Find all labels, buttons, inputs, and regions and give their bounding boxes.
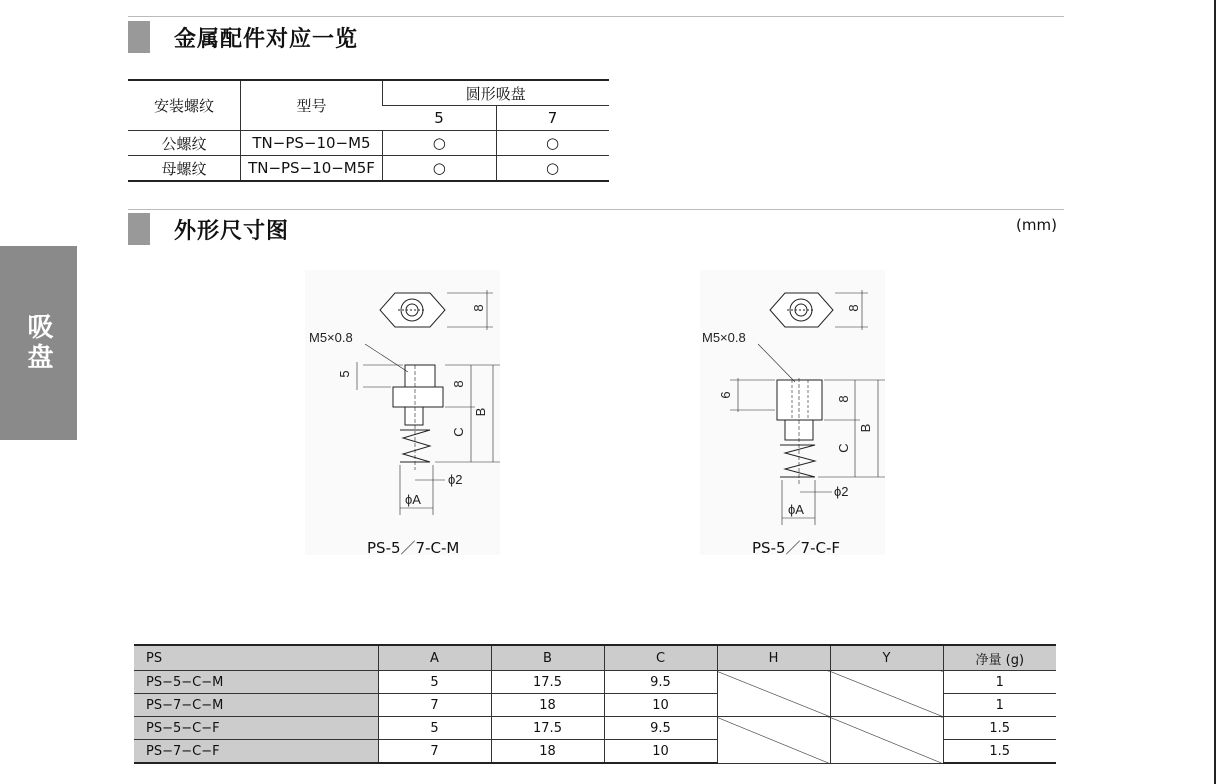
cell-b: 18: [491, 740, 604, 764]
cell-c: 10: [604, 694, 717, 717]
col-header-b: B: [491, 645, 604, 671]
dim-phi2: ϕ2: [448, 472, 463, 487]
cell-c: 9.5: [604, 717, 717, 740]
col-header-c: C: [604, 645, 717, 671]
spec-table: [134, 644, 1056, 764]
cell-h-na: [717, 671, 830, 717]
thread-label: M5×0.8: [309, 330, 353, 345]
cell-thread: 公螺纹: [128, 131, 241, 156]
divider: [128, 209, 1064, 210]
dim-b: B: [473, 407, 488, 417]
section-marker: [128, 213, 150, 245]
cell-model: PS−7−C−M: [134, 694, 378, 717]
cell-weight: 1: [943, 694, 1056, 717]
cell-b: 18: [491, 694, 604, 717]
dim-phiA: ϕA: [788, 502, 804, 517]
page-edge-rule: [1214, 0, 1216, 784]
thread-label: M5×0.8: [702, 330, 746, 345]
col-header-y: Y: [830, 645, 943, 671]
col-header-weight: 净量 (g): [943, 645, 1056, 671]
dim-hex: 8: [846, 304, 861, 312]
compatibility-table: [128, 79, 609, 182]
dim-b: B: [858, 423, 873, 433]
section-marker: [128, 21, 150, 53]
col-header-a: A: [378, 645, 491, 671]
dim-mid: 8: [836, 395, 851, 403]
side-tab: [0, 246, 77, 440]
section-heading-dimensions: [128, 212, 289, 246]
cell-a: 7: [378, 740, 491, 764]
cell-a: 5: [378, 717, 491, 740]
dim-hex: 8: [471, 304, 486, 312]
dim-c: C: [451, 427, 466, 437]
cell-weight: 1.5: [943, 717, 1056, 740]
table-row: [134, 671, 1056, 694]
cell-mark: ○: [496, 156, 609, 182]
unit-label: (mm): [1016, 216, 1057, 234]
cell-model: TN−PS−10−M5F: [241, 156, 383, 182]
table-row: [134, 717, 1056, 740]
header-model: 型号: [241, 80, 383, 131]
dim-top: 5: [337, 370, 352, 378]
header-thread: 安装螺纹: [128, 80, 241, 131]
section-title: 金属配件对应一览: [174, 26, 359, 52]
cell-model: PS−7−C−F: [134, 740, 378, 764]
cell-c: 10: [604, 740, 717, 764]
drawing-caption: PS-5／7-C-F: [752, 539, 840, 557]
cell-a: 5: [378, 671, 491, 694]
cell-mark: ○: [383, 131, 497, 156]
side-tab-label: 吸盘: [23, 313, 53, 373]
header-round-cup: 圆形吸盘: [383, 80, 609, 106]
dim-phi2: ϕ2: [834, 484, 849, 499]
cell-mark: ○: [383, 156, 497, 182]
cell-model: PS−5−C−F: [134, 717, 378, 740]
dim-phiA: ϕA: [405, 492, 421, 507]
drawing-male-thread: [305, 270, 500, 555]
cell-weight: 1.5: [943, 740, 1056, 764]
cell-weight: 1: [943, 671, 1056, 694]
cell-a: 7: [378, 694, 491, 717]
header-size-7: 7: [496, 106, 609, 131]
cell-c: 9.5: [604, 671, 717, 694]
divider: [128, 16, 1064, 17]
cell-b: 17.5: [491, 717, 604, 740]
cell-y-na: [830, 717, 943, 764]
cell-b: 17.5: [491, 671, 604, 694]
dim-mid: 8: [451, 380, 466, 388]
cell-thread: 母螺纹: [128, 156, 241, 182]
drawing-caption: PS-5／7-C-M: [367, 539, 460, 557]
col-header-h: H: [717, 645, 830, 671]
cell-y-na: [830, 671, 943, 717]
dim-top: 6: [718, 391, 733, 399]
cell-h-na: [717, 717, 830, 764]
cell-mark: ○: [496, 131, 609, 156]
section-title: 外形尺寸图: [174, 218, 290, 244]
col-header-ps: PS: [134, 645, 378, 671]
section-heading-compat: [128, 20, 358, 54]
drawing-female-thread: [700, 270, 885, 555]
dim-c: C: [836, 443, 851, 453]
header-size-5: 5: [383, 106, 497, 131]
cell-model: PS−5−C−M: [134, 671, 378, 694]
cell-model: TN−PS−10−M5: [241, 131, 383, 156]
